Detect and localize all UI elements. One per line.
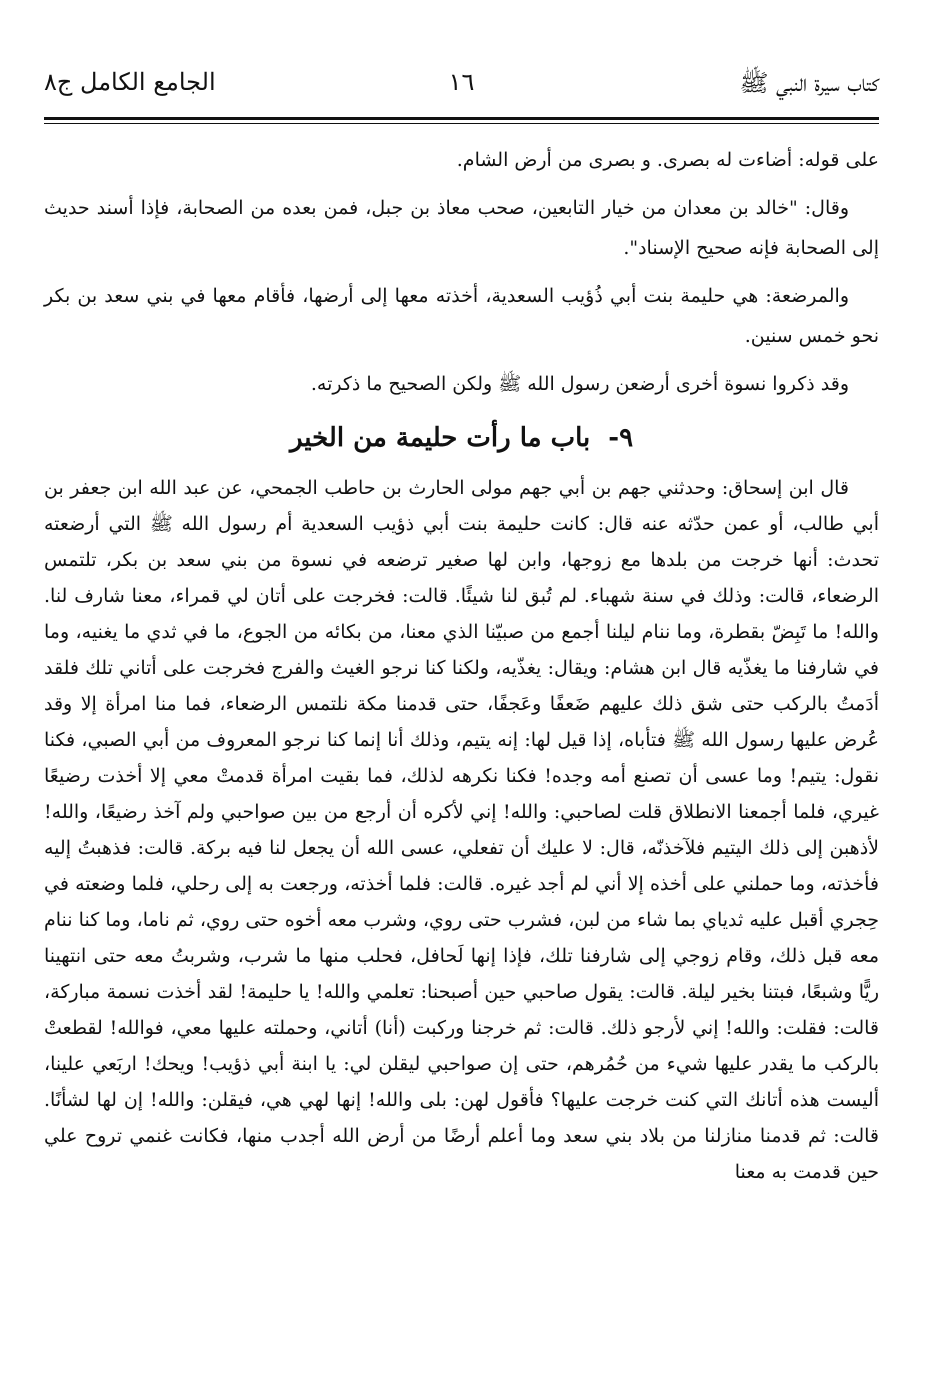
page-body (44, 140, 879, 1190)
running-header (44, 68, 879, 112)
book-page (44, 0, 879, 1374)
header-rule-thin (44, 123, 879, 124)
collection-title: الجامع الكامل ج٨ (44, 68, 216, 96)
paragraph-other-nurses: وقد ذكروا نسوة أخرى أرضعن رسول الله ﷺ ولكن الصحيح ما ذكرته. (310, 373, 849, 395)
paragraph-main-narration: قال ابن إسحاق: وحدثني جهم بن أبي جهم مولى الحارث بن حاطب الجمحي، عن عبد الله ابن جعفر بن أبي طالب، أو عمن حدّثه عنه قال: كانت حليمة بنت أبي ذؤيب السعدية أم رسول الله ﷺ التي أرضعته تحدث: أنها خرجت من بلدها مع زوجها، وابن لها صغير ترضعه في نسوة من بني سعد بن بكر، تلتمس الرضعاء، قالت: وذلك في سنة شهباء. لم تُبق لنا شيئًا. قالت: فخرجت على أتان لي قمراء، معنا شارف لنا. والله! ما تَبِضّ بقطرة، وما ننام ليلنا أجمع من صبيّنا الذي معنا، من بكائه من الجوع، ما في ثدي ما يغنيه، وما في شارفنا ما يغذّيه قال ابن هشام: ويقال: يغذّيه، ولكنا كنا نرجو الغيث والفرج فخرجت على أتاني تلك فلقد أدَمتُ بالركب حتى شق ذلك عليهم ضَعفًا وعَجفًا، حتى قدمنا مكة نلتمس الرضعاء، فما منا امرأة إلا وقد عُرض عليها رسول الله ﷺ فتأباه، إذا قيل لها: إنه يتيم، وذلك أنا إنما كنا نرجو المعروف من أبي الصبي، فكنا نقول: يتيم! وما عسى أن تصنع أمه وجده! فكنا نكرهه لذلك، فما بقيت امرأة قدمتْ معي إلا أخذت رضيعًا غيري، فلما أجمعنا الانطلاق قلت لصاحبي: والله! إني لأكره أن أرجع من بين صواحبي ولم آخذ رضيعًا، والله! لأذهبن إلى ذلك اليتيم فلآخذنّه، قال: لا عليك أن تفعلي، عسى الله أن يجعل لنا فيه بركة. قالت: فذهبتُ إليه فأخذته، وما حملني على أخذه إلا أني لم أجد غيره. قالت: فلما أخذته، ورجعت به إلى رحلي، فلما وضعته في حِجري أقبل عليه ثدياي بما شاء من لبن، فشرب حتى روي، وشرب معه أخوه حتى روي، ثم ناما، وما كنا ننام معه قبل ذلك، وقام زوجي إلى شارفنا تلك، فإذا إنها لَحافل، فحلب منها ما شرب، وشربتُ معه حتى انتهينا ريًّا وشبعًا، فبتنا بخير ليلة. قالت: يقول صاحبي حين أصبحنا: تعلمي والله! يا حليمة! لقد أخذت نسمة مباركة، قالت: فقلت: والله! إني لأرجو ذلك. قالت: ثم خرجنا وركبت (أنا) أتاني، وحملته عليها معي، فوالله! لقطعتْ بالركب ما يقدر عليها شيء من حُمُرهم، حتى إن صواحبي ليقلن لي: يا ابنة أبي ذؤيب! ويحك! اربَعي علينا، أليست هذه أتانك التي كنت خرجت عليها؟ فأقول لهن: بلى والله! إنها لهي هي، فيقلن: والله! إن لها لشأنًا. قالت: ثم قدمنا منازلنا من بلاد بني سعد وما أعلم أرضًا من أرض الله أجدب منها، فكانت غنمي تروح علي حين قدمت به معنا (44, 477, 879, 1183)
paragraph-wet-nurse: والمرضعة: هي حليمة بنت أبي ذُؤيب السعدية، أخذته معها إلى أرضها، فأقام معها في بني سعد بن بكر نحو خمس سنين. (44, 285, 879, 347)
chapter-heading (44, 416, 879, 460)
header-rule-thick (44, 117, 879, 120)
paragraph-continuation: على قوله: أضاءت له بصرى. و بصرى من أرض الشام. (456, 149, 879, 171)
chapter-number: ٩- (608, 423, 634, 453)
page-number: ١٦ (448, 68, 475, 96)
paragraph-khalid-quote: وقال: "خالد بن معدان من خيار التابعين، صحب معاذ بن جبل، فمن بعده من الصحابة، فإذا أسند حديث إلى الصحابة فإنه صحيح الإسناد". (44, 197, 879, 259)
chapter-title: باب ما رأت حليمة من الخير (289, 423, 591, 453)
book-title: كتاب سيرة النبي ﷺ (739, 69, 879, 97)
